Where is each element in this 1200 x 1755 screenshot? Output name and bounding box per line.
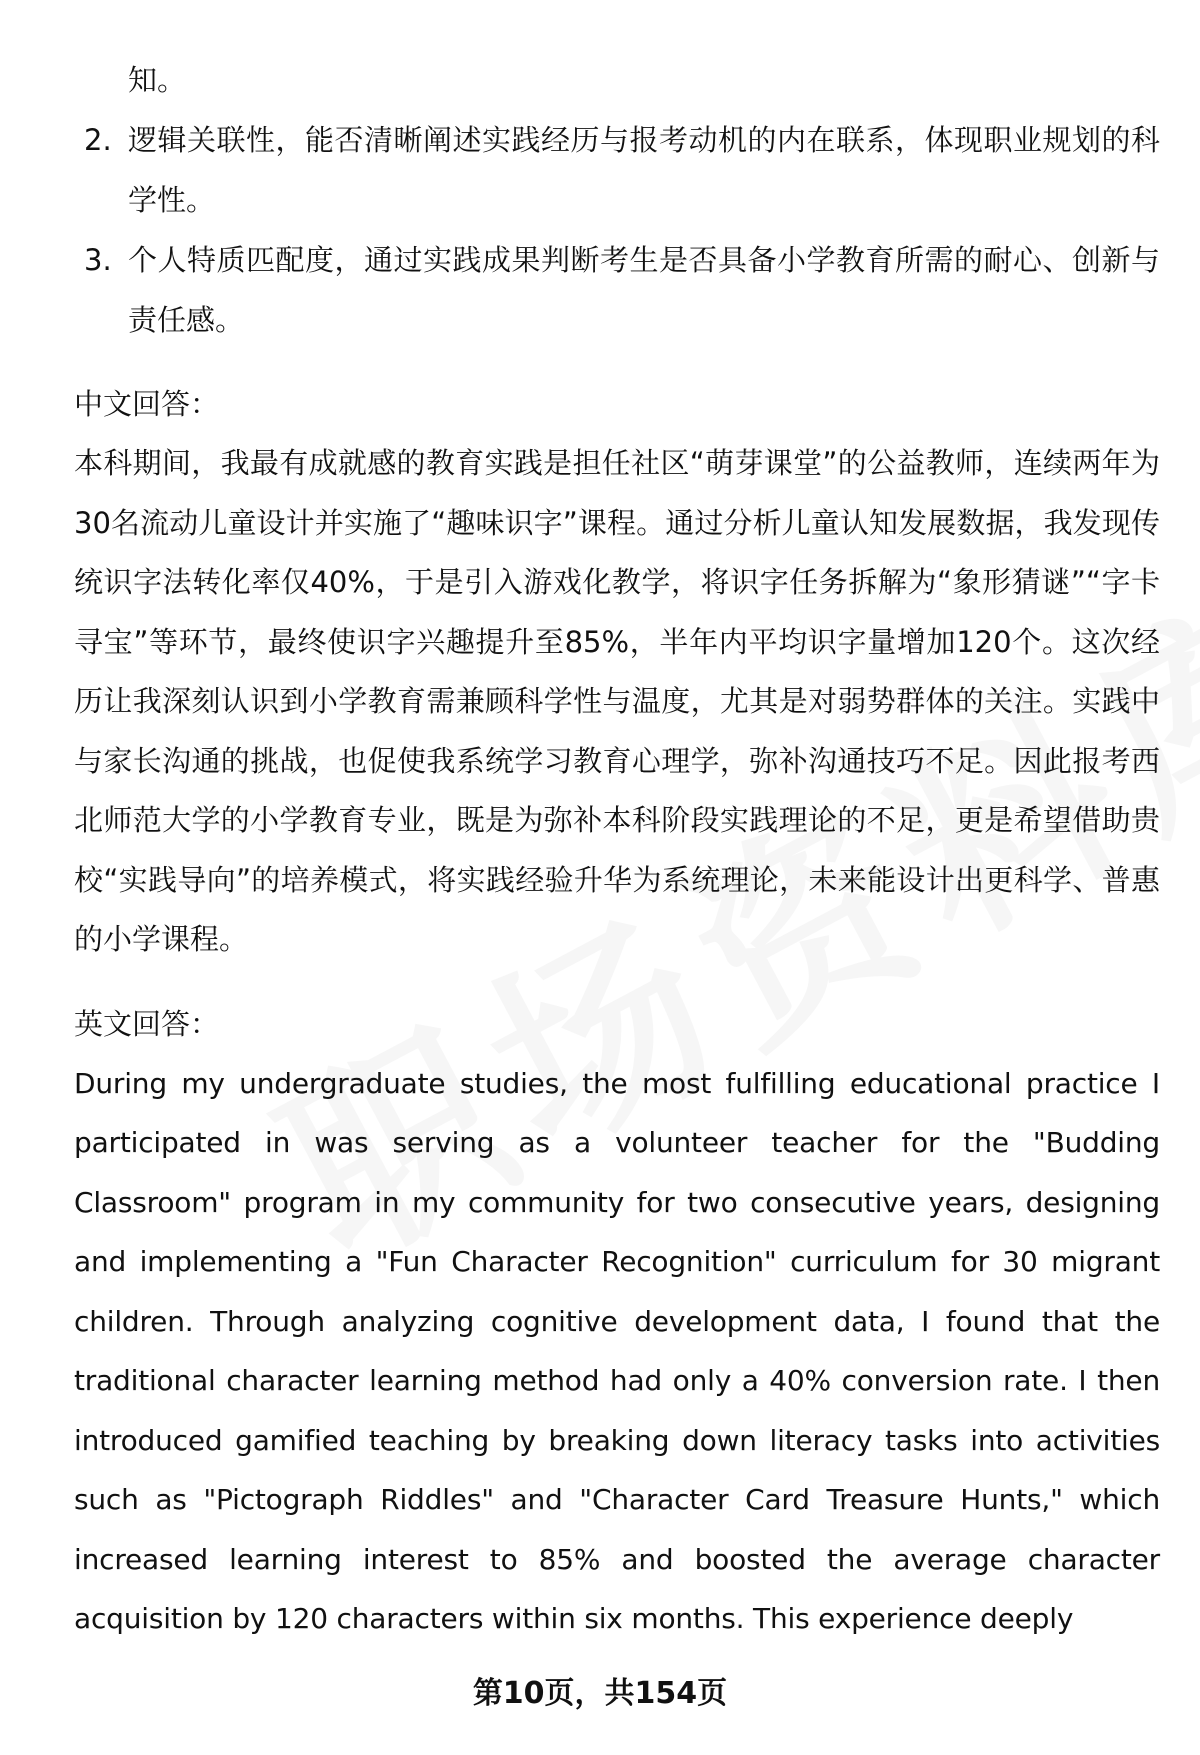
page-number-footer: 第10页，共154页 <box>472 1676 728 1711</box>
list-item-number: 2. <box>84 123 112 157</box>
list-item-number: 3. <box>84 243 112 277</box>
page-content <box>74 50 1160 1649</box>
list-item <box>74 110 1160 230</box>
chinese-answer-paragraph: 本科期间，我最有成就感的教育实践是担任社区“萌芽课堂”的公益教师，连续两年为30名流动儿童设计并实施了“趣味识字”课程。通过分析儿童认知发展数据，我发现传统识字法转化率仅40%，于是引入游戏化教学，将识字任务拆解为“象形猜谜”“字卡寻宝”等环节，最终使识字兴趣提升至85%，半年内平均识字量增加120个。这次经历让我深刻认识到小学教育需兼顾科学性与温度，尤其是对弱势群体的关注。实践中与家长沟通的挑战，也促使我系统学习教育心理学，弥补沟通技巧不足。因此报考西北师范大学的小学教育专业，既是为弥补本科阶段实践理论的不足，更是希望借助贵校“实践导向”的培养模式，将实践经验升华为系统理论，未来能设计出更科学、普惠的小学课程。 <box>74 446 1160 956</box>
criteria-continuation: 知。 <box>128 63 187 97</box>
list-item <box>74 230 1160 350</box>
list-item-text: 逻辑关联性，能否清晰阐述实践经历与报考动机的内在联系，体现职业规划的科学性。 <box>128 123 1160 217</box>
chinese-answer-heading: 中文回答： <box>74 387 220 421</box>
english-answer-paragraph: During my undergraduate studies, the most fulfilling educational practice I participated in was serving as a volunteer teacher for the "Budding Classroom" program in my community for two consecutive years, designing and implementing a "Fun Character Recognition" curriculum for 30 migrant children. Through analyzing cognitive development data, I found that the traditional character learning method had only a 40% conversion rate. I then introduced gamified teaching by breaking down literacy tasks into activities such as "Pictograph Riddles" and "Character Card Treasure Hunts," which increased learning interest to 85% and boosted the average character acquisition by 120 characters within six months. This experience deeply <box>74 1066 1160 1635</box>
criteria-list <box>74 110 1160 350</box>
list-item-text: 个人特质匹配度，通过实践成果判断考生是否具备小学教育所需的耐心、创新与责任感。 <box>128 243 1160 337</box>
english-answer-heading: 英文回答： <box>74 1006 220 1041</box>
